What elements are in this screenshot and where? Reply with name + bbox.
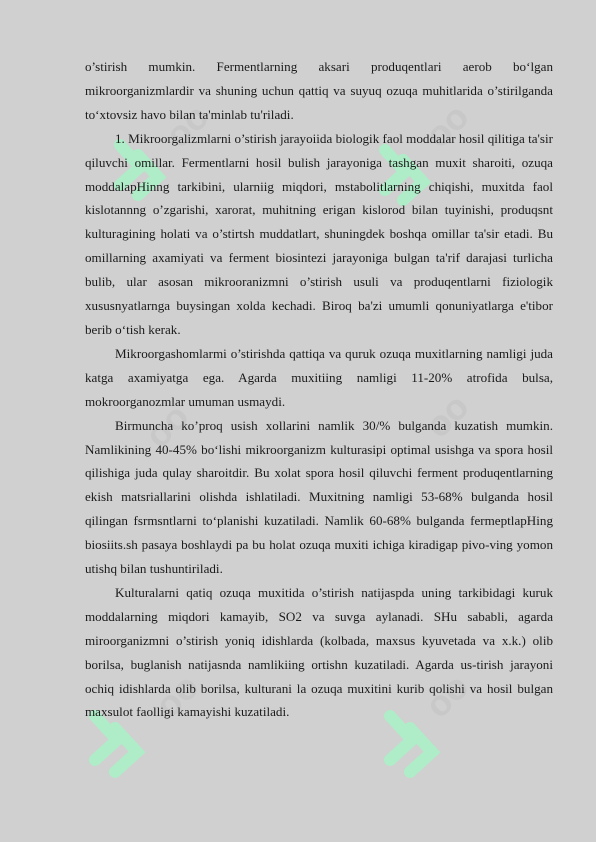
watermark-mark-f: oo (416, 665, 477, 726)
document-page (85, 55, 553, 724)
watermark-mark-e: oo (146, 665, 207, 726)
paragraph-moisture: Mikroorgashomlarmi o’stirishda qattiqa va quruk ozuqa muxitlarning namligi juda katga axamiyatga ega. Agarda muxitiing namligi 11-20% atrofida bulsa, mokroorganozmlar umuman usmaydi. (85, 345, 553, 409)
paragraph-factors: 1. Mikroorgalizmlarni o’stirish jarayoiida biologik faol moddalar hosil qilitiga ta'sir qiluvchi omillar. Fermentlarni hosil bulish jarayoniga tashgan muxit sharoiti, ozuqa moddalapHinng tarkibini, ularniig miqdori, mstabolitlarning chiqishi, muxitda faol kislotannng o’zgarishi, xarorat, muhitning erigan kislorod bilan tuyinishi, produqsnt kulturagining holati va o’stirtsh muddatlart, shuningdek boshqa omillar ta'sir etadi. Bu omillarning axamiyati va ferment biosintezi jarayoniga bulgan ta'rif darajasi turlicha bulib, ular asosan mikrooranizmni o’stirish usuli va produqentlarni fiziologik xususnyatlarnga buysingan xolda kechadi. Biroq ba'zi umumli qonuniyatlarga e'tibor berib o‘tish kerak. (85, 130, 553, 337)
paragraph-continuation: o’stirish mumkin. Fermentlarning aksari produqentlari aerob bo‘lgan mikroorganizmlardir va shuning uchun qattiq va suyuq ozuqa muhitlarida o’stirilganda to‘xtovsiz havo bilan ta'minlab tu'riladi. (85, 59, 553, 122)
paragraph-cultivation: Kulturalarni qatiq ozuqa muxitida o’stirish natijaspda uning tarkibidagi kuruk moddalarning miqdori kamayib, SO2 va suvga aylanadi. SHu sababli, agarda miroorganizmni o’stirish yoniq idishlarda (kolbada, maxsus kyuvetada va x.k.) olib borilsa, buglanish natijasnda namlikiing ortishn kuzatiladi. Agarda us-tirish jarayoni ochiq idishlarda olib borilsa, kulturani la ozuqa muxitini kurib qolishi va hosil bulgan maxsulot faolligi kamayishi kuzatiladi. (85, 584, 553, 720)
watermark-mark-b: oo (416, 95, 477, 156)
watermark-mark-bottom-left (95, 716, 137, 772)
watermark-mark-bottom-right (390, 716, 432, 772)
paragraph-humidity-levels: Birmuncha ko’proq usish xollarini namlik 30/% bulganda kuzatish mumkin. Namlikining 40-45% bo‘lishi mikroorganizm kulturasipi optimal usishga va spora hosil qilishiga juda qulay sharoitdir. Bu xolat spora hosil qiluvchi ferment produqentlarning ekish matsriallarini olishda ishlatiladi. Muxitning namligi 53-68% bulganda hosil qilingan fsrmsntlarni to‘planishi kuzatiladi. Namlik 60-68% bulganda fermeptlapHing biosiits.sh pasaya boshlaydi pa bu holat ozuqa muxiti ichiga kiradigap pivo-ving yomon utishq bilan tushuntiriladi. (85, 417, 553, 577)
watermark-mark-c: oo (136, 395, 197, 456)
watermark-mark-a: oo (156, 95, 217, 156)
watermark-mark-d: oo (416, 385, 477, 446)
